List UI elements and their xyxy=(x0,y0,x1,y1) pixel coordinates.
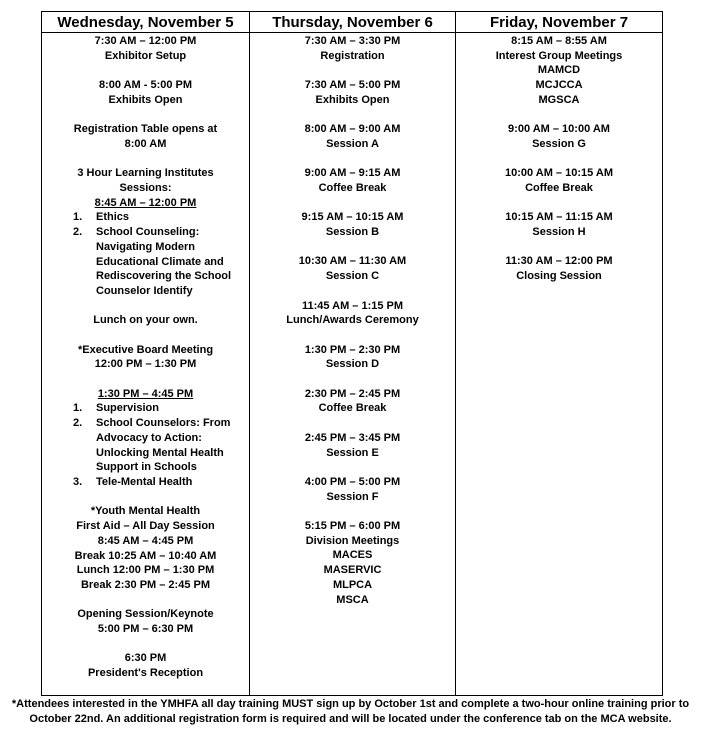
session-number: 1. xyxy=(73,402,83,415)
spacer xyxy=(250,504,455,519)
event-line: Opening Session/Keynote xyxy=(77,608,214,621)
wednesday-event xyxy=(42,387,249,490)
thursday-event xyxy=(250,519,455,607)
event-line: 10:15 AM – 11:15 AM xyxy=(505,211,613,224)
spacer xyxy=(250,152,455,167)
wednesday-event xyxy=(42,78,249,107)
event-line: Exhibits Open xyxy=(108,93,183,106)
event-line: 2:45 PM – 3:45 PM xyxy=(304,431,401,444)
event-line: 7:30 AM – 12:00 PM xyxy=(94,35,197,47)
friday-event xyxy=(456,166,662,195)
event-line: 8:45 AM – 4:45 PM xyxy=(97,534,194,547)
spacer xyxy=(250,240,455,255)
event-line: Sessions: xyxy=(119,181,172,194)
event-line: 11:30 AM – 12:00 PM xyxy=(505,255,613,268)
spacer xyxy=(42,152,249,167)
session-title: School Counselors: From Advocacy to Action: Unlocking Mental Health Support in Schools xyxy=(96,417,231,474)
event-line: *Executive Board Meeting xyxy=(77,343,214,356)
event-line: Exhibits Open xyxy=(315,93,390,106)
wednesday-event xyxy=(42,34,249,63)
event-line: 5:00 PM – 6:30 PM xyxy=(97,623,194,635)
wednesday-event xyxy=(42,313,249,328)
footnote-line-2: October 22nd. An additional registration form is required and will be located under the conference tab on the MCA website. xyxy=(29,713,672,725)
event-line: 10:30 AM – 11:30 AM xyxy=(298,255,407,268)
session-item xyxy=(46,225,249,299)
event-line: Exhibitor Setup xyxy=(104,49,187,62)
event-line: 3 Hour Learning Institutes xyxy=(77,167,214,180)
wednesday-event xyxy=(42,343,249,372)
footnote-line-1: *Attendees interested in the YMHFA all day training MUST sign up by October 1st and complete a two-hour online training prior to xyxy=(11,698,690,710)
event-line: MASERVIC xyxy=(323,564,382,577)
event-line: 2:30 PM – 2:45 PM xyxy=(304,387,401,400)
session-item xyxy=(46,416,249,475)
event-line: Session E xyxy=(326,446,379,459)
spacer xyxy=(456,152,662,167)
spacer xyxy=(42,108,249,123)
event-line: Session D xyxy=(325,358,380,371)
spacer xyxy=(456,240,662,255)
session-number: 2. xyxy=(73,417,83,430)
spacer xyxy=(42,372,249,387)
thursday-event xyxy=(250,122,455,151)
event-line: MSCA xyxy=(336,593,369,606)
event-line: Coffee Break xyxy=(318,181,387,194)
event-line: 12:00 PM – 1:30 PM xyxy=(94,358,197,371)
event-line: 7:30 AM – 3:30 PM xyxy=(304,35,401,47)
session-time: 1:30 PM – 4:45 PM xyxy=(97,387,194,400)
wednesday-event xyxy=(42,122,249,151)
event-line: Coffee Break xyxy=(525,182,593,194)
event-line: Closing Session xyxy=(516,270,602,283)
thursday-event xyxy=(250,34,455,63)
spacer xyxy=(42,299,249,314)
spacer xyxy=(250,460,455,475)
event-line: Session G xyxy=(532,137,586,150)
event-line: 8:15 AM – 8:55 AM xyxy=(511,35,607,47)
footnote xyxy=(0,697,701,727)
event-line: 8:00 AM – 9:00 AM xyxy=(304,123,401,136)
event-line: 9:15 AM – 10:15 AM xyxy=(301,211,404,224)
event-line: 4:00 PM – 5:00 PM xyxy=(304,475,401,488)
wednesday-event xyxy=(42,651,249,680)
session-time: 8:45 AM – 12:00 PM xyxy=(94,196,197,209)
thursday-event xyxy=(250,475,455,504)
event-line: Session C xyxy=(325,270,380,283)
event-line: 8:00 AM xyxy=(124,137,167,150)
session-item xyxy=(46,401,249,416)
thursday-event xyxy=(250,78,455,107)
event-line: MAMCD xyxy=(537,64,581,77)
wednesday-column xyxy=(42,33,250,696)
spacer xyxy=(42,490,249,505)
friday-header: Friday, November 7 xyxy=(456,12,663,33)
wednesday-event xyxy=(42,504,249,592)
thursday-event xyxy=(250,431,455,460)
spacer xyxy=(250,372,455,387)
thursday-event xyxy=(250,343,455,372)
event-line: Break 2:30 PM – 2:45 PM xyxy=(80,578,210,591)
thursday-event xyxy=(250,387,455,416)
event-line: Registration Table opens at xyxy=(73,123,218,136)
event-line: Lunch/Awards Ceremony xyxy=(286,314,419,327)
spacer xyxy=(42,63,249,78)
header-row xyxy=(42,12,663,33)
session-item xyxy=(46,475,249,490)
event-line: President's Reception xyxy=(87,667,204,680)
event-line: 5:15 PM – 6:00 PM xyxy=(304,520,401,533)
thursday-event xyxy=(250,210,455,239)
event-line: 6:30 PM xyxy=(124,652,167,665)
event-line: 9:00 AM – 10:00 AM xyxy=(508,123,610,136)
event-line: 8:00 AM - 5:00 PM xyxy=(98,79,193,92)
event-line: MACES xyxy=(332,549,373,562)
event-line: Division Meetings xyxy=(305,534,400,547)
spacer xyxy=(456,108,662,123)
friday-column xyxy=(456,33,663,696)
event-line: MCJCCA xyxy=(535,79,583,92)
event-line: 10:00 AM – 10:15 AM xyxy=(504,167,613,180)
wednesday-header: Wednesday, November 5 xyxy=(42,12,250,33)
session-list xyxy=(42,401,249,489)
event-line: Session A xyxy=(326,137,379,150)
session-number: 2. xyxy=(73,226,83,239)
event-line: Break 10:25 AM – 10:40 AM xyxy=(74,549,217,562)
friday-event xyxy=(456,34,662,108)
event-line: Registration xyxy=(320,49,385,62)
spacer xyxy=(42,593,249,608)
spacer xyxy=(456,196,662,211)
spacer xyxy=(250,284,455,299)
thursday-event xyxy=(250,254,455,283)
spacer xyxy=(250,416,455,431)
event-line: Lunch 12:00 PM – 1:30 PM xyxy=(76,564,215,577)
session-title: Supervision xyxy=(96,402,159,415)
event-line: 11:45 AM – 1:15 PM xyxy=(301,299,404,312)
thursday-header: Thursday, November 6 xyxy=(250,12,456,33)
schedule-table xyxy=(41,11,663,696)
event-line: MGSCA xyxy=(538,93,580,106)
friday-event xyxy=(456,122,662,151)
session-number: 3. xyxy=(73,476,83,488)
thursday-event xyxy=(250,299,455,328)
session-title: Tele-Mental Health xyxy=(96,476,193,488)
event-line: Lunch on your own. xyxy=(93,314,198,327)
event-line: MLPCA xyxy=(332,578,373,591)
event-line: Coffee Break xyxy=(318,402,387,415)
event-line: Session B xyxy=(325,226,380,239)
session-item xyxy=(46,210,249,225)
event-line: Session F xyxy=(326,490,379,503)
wednesday-event xyxy=(42,166,249,298)
event-line: 1:30 PM – 2:30 PM xyxy=(304,343,401,356)
spacer xyxy=(250,63,455,78)
spacer xyxy=(250,196,455,211)
thursday-column xyxy=(250,33,456,696)
session-number: 1. xyxy=(73,211,83,224)
spacer xyxy=(250,108,455,123)
event-line: 9:00 AM – 9:15 AM xyxy=(304,167,401,180)
event-line: Interest Group Meetings xyxy=(495,49,623,62)
session-list xyxy=(42,210,249,298)
friday-event xyxy=(456,210,662,239)
event-line: First Aid – All Day Session xyxy=(76,520,215,533)
event-line: 7:30 AM – 5:00 PM xyxy=(304,79,401,92)
event-line: *Youth Mental Health xyxy=(90,505,201,518)
event-line: Session H xyxy=(532,226,586,239)
friday-event xyxy=(456,254,662,283)
wednesday-event xyxy=(42,607,249,636)
spacer xyxy=(42,328,249,343)
session-title: School Counseling: Navigating Modern Educational Climate and Rediscovering the School Counselor Identify xyxy=(96,226,232,297)
spacer xyxy=(250,328,455,343)
schedule-row xyxy=(42,33,663,696)
thursday-event xyxy=(250,166,455,195)
spacer xyxy=(42,637,249,652)
session-title: Ethics xyxy=(96,211,130,224)
